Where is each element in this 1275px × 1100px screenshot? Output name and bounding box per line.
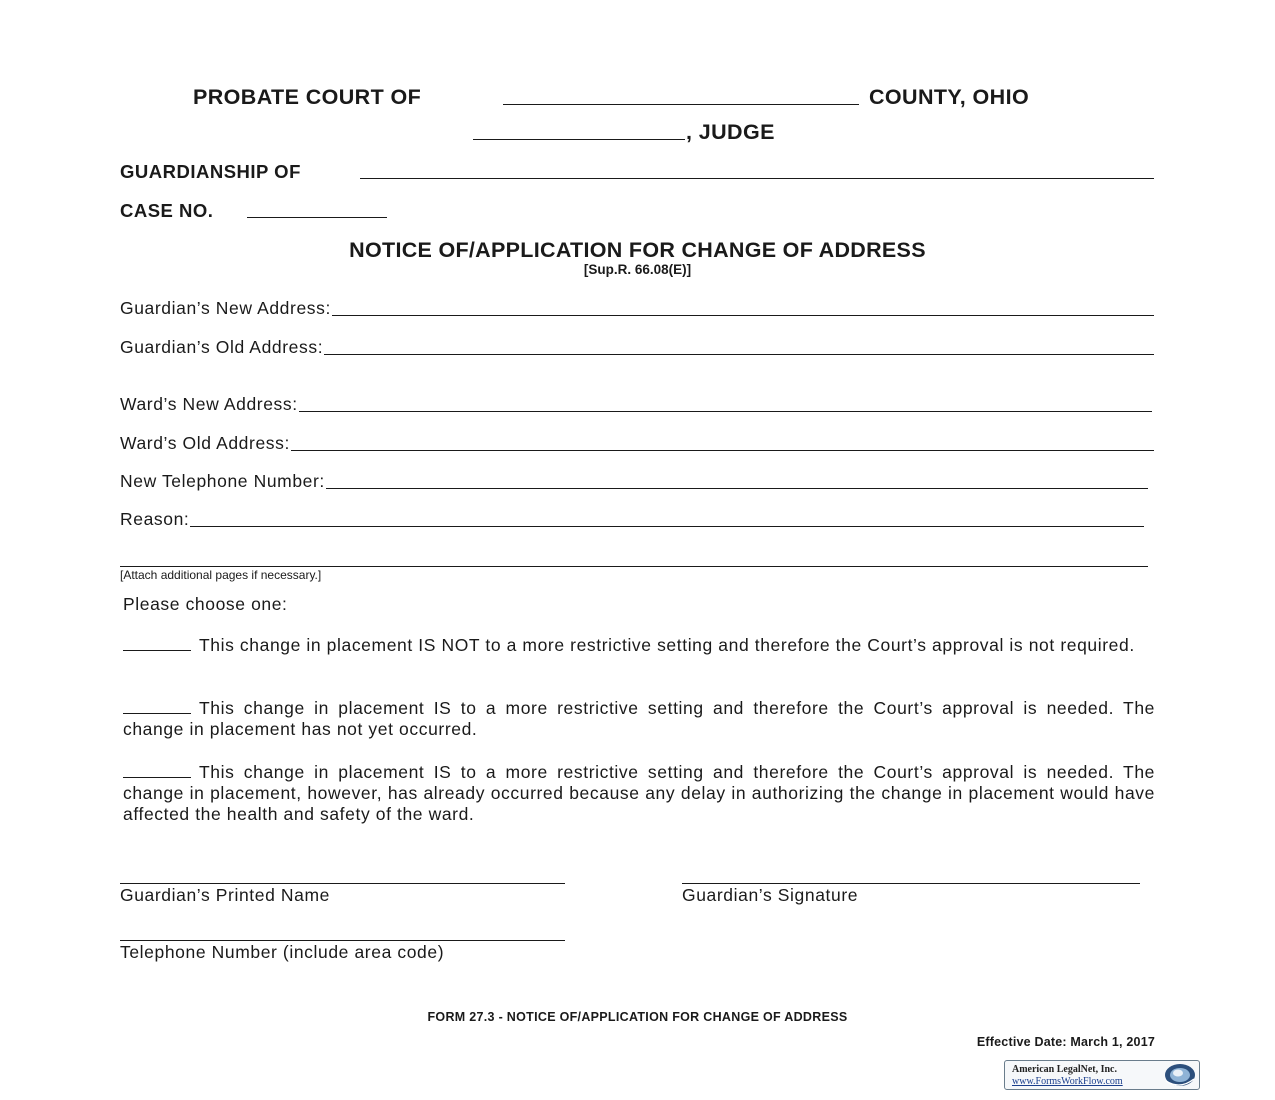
logo-company: American LegalNet, Inc. <box>1012 1064 1117 1075</box>
signature-label: Guardian’s Signature <box>682 885 859 905</box>
county-name-blank[interactable] <box>503 104 859 105</box>
telephone-label: Telephone Number (include area code) <box>120 942 445 962</box>
effective-date: Effective Date: March 1, 2017 <box>976 1035 1155 1049</box>
guardian-new-address-label: Guardian’s New Address: <box>120 298 331 318</box>
ward-old-address-field[interactable] <box>120 433 1154 454</box>
footer-form-title: FORM 27.3 - NOTICE OF/APPLICATION FOR CHANGE OF ADDRESS <box>427 1010 848 1024</box>
judge-suffix: , JUDGE <box>686 120 775 144</box>
option-not-restrictive-text: This change in placement IS NOT to a more restrictive setting and therefore the Court’s approval is not required. <box>199 635 1135 655</box>
ward-new-address-label: Ward’s New Address: <box>120 394 298 414</box>
guardian-new-address-field[interactable] <box>120 298 1154 319</box>
rule-reference: [Sup.R. 66.08(E)] <box>583 262 692 277</box>
choice-prompt: Please choose one: <box>123 594 288 614</box>
guardianship-label: GUARDIANSHIP OF <box>120 161 301 182</box>
new-telephone-field[interactable] <box>120 471 1148 492</box>
guardian-old-address-label: Guardian’s Old Address: <box>120 337 324 357</box>
case-number-blank[interactable] <box>247 217 387 218</box>
option-restrictive-occurred <box>123 762 1155 825</box>
guardian-old-address-field[interactable] <box>120 337 1154 358</box>
case-number-label: CASE NO. <box>120 200 214 221</box>
option-restrictive-pending-text: This change in placement IS to a more restrictive setting and therefore the Court’s approval is needed. The change in placement has not yet occurred. <box>123 698 1155 739</box>
printed-name-line[interactable] <box>120 883 565 884</box>
reason-continuation-line[interactable] <box>120 566 1148 567</box>
court-suffix: COUNTY, OHIO <box>869 85 1030 109</box>
judge-name-blank[interactable] <box>473 139 685 140</box>
printed-name-label: Guardian’s Printed Name <box>120 885 330 905</box>
ward-old-address-label: Ward’s Old Address: <box>120 433 290 453</box>
guardianship-blank[interactable] <box>360 178 1154 179</box>
new-telephone-label: New Telephone Number: <box>120 471 325 491</box>
option-not-restrictive-blank[interactable] <box>123 636 191 651</box>
option-restrictive-occurred-text: This change in placement IS to a more restrictive setting and therefore the Court’s approval is needed. The change in placement, however, has already occurred because any delay in authorizing the change in placement would have affected the health and safety of the ward. <box>123 762 1155 824</box>
reason-label: Reason: <box>120 509 190 529</box>
signature-line[interactable] <box>682 883 1140 884</box>
reason-field[interactable] <box>120 509 1144 530</box>
option-restrictive-pending <box>123 698 1155 740</box>
globe-icon <box>1163 1062 1197 1088</box>
option-restrictive-occurred-blank[interactable] <box>123 763 191 778</box>
form-title: NOTICE OF/APPLICATION FOR CHANGE OF ADDRESS <box>349 238 926 262</box>
logo-website[interactable]: www.FormsWorkFlow.com <box>1012 1076 1123 1087</box>
american-legalnet-logo <box>1004 1060 1200 1090</box>
option-restrictive-pending-blank[interactable] <box>123 699 191 714</box>
telephone-line[interactable] <box>120 940 565 941</box>
option-not-restrictive <box>123 635 1155 656</box>
ward-new-address-field[interactable] <box>120 394 1152 415</box>
attach-note: [Attach additional pages if necessary.] <box>120 568 322 582</box>
court-prefix: PROBATE COURT OF <box>193 85 422 109</box>
